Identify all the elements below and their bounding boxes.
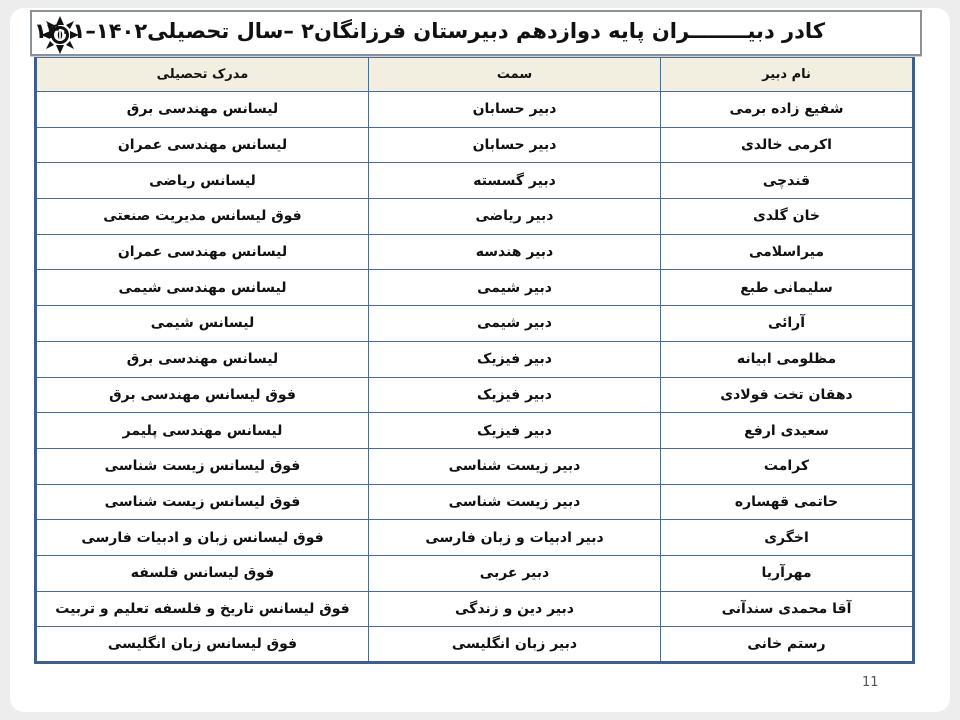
cell-role: دبیر عربی	[369, 555, 661, 591]
cell-name: سلیمانی طبع	[661, 270, 914, 306]
table-row	[36, 270, 914, 306]
cell-role: دبیر حسابان	[369, 92, 661, 128]
cell-name: دهقان تخت فولادی	[661, 377, 914, 413]
header-name: نام دبیر	[661, 58, 914, 92]
cell-role: دبیر شیمی	[369, 270, 661, 306]
cell-role: دبیر زیست شناسی	[369, 448, 661, 484]
cell-role: دبیر ریاضی	[369, 199, 661, 235]
cell-name: آقا محمدی سندآنی	[661, 591, 914, 627]
cell-role: دبیر دین و زندگی	[369, 591, 661, 627]
cell-degree: لیسانس شیمی	[36, 306, 369, 342]
table-row	[36, 627, 914, 663]
cell-name: آرائی	[661, 306, 914, 342]
cell-degree: فوق لیسانس مهندسی برق	[36, 377, 369, 413]
table-row	[36, 306, 914, 342]
cell-name: مظلومی ابیانه	[661, 341, 914, 377]
table-row	[36, 555, 914, 591]
table-row	[36, 377, 914, 413]
cell-role: دبیر فیزیک	[369, 413, 661, 449]
cell-name: اخگری	[661, 520, 914, 556]
cell-role: دبیر گسسته	[369, 163, 661, 199]
teachers-table-container	[34, 57, 912, 664]
cell-degree: فوق لیسانس زبان انگلیسی	[36, 627, 369, 663]
cell-degree: لیسانس مهندسی عمران	[36, 234, 369, 270]
cell-degree: فوق لیسانس فلسفه	[36, 555, 369, 591]
cell-role: دبیر ادبیات و زبان فارسی	[369, 520, 661, 556]
cell-name: اکرمی خالدی	[661, 127, 914, 163]
cell-name: مهرآریا	[661, 555, 914, 591]
table-row	[36, 448, 914, 484]
table-row	[36, 591, 914, 627]
cell-name: حاتمی قهساره	[661, 484, 914, 520]
cell-role: دبیر فیزیک	[369, 377, 661, 413]
cell-name: کرامت	[661, 448, 914, 484]
cell-degree: فوق لیسانس زیست شناسی	[36, 484, 369, 520]
cell-degree: لیسانس مهندسی برق	[36, 341, 369, 377]
cell-degree: لیسانس ریاضی	[36, 163, 369, 199]
page-number: 11	[862, 675, 879, 690]
header-role: سمت	[369, 58, 661, 92]
cell-role: دبیر زیست شناسی	[369, 484, 661, 520]
cell-role: دبیر زبان انگلیسی	[369, 627, 661, 663]
teachers-table	[34, 57, 915, 664]
title-box	[30, 10, 922, 56]
cell-role: دبیر فیزیک	[369, 341, 661, 377]
table-row	[36, 163, 914, 199]
cell-role: دبیر شیمی	[369, 306, 661, 342]
cell-name: قندچی	[661, 163, 914, 199]
cell-name: سعیدی ارفع	[661, 413, 914, 449]
table-row	[36, 127, 914, 163]
table-row	[36, 484, 914, 520]
cell-role: دبیر حسابان	[369, 127, 661, 163]
cell-name: شفیع زاده برمی	[661, 92, 914, 128]
cell-name: میراسلامی	[661, 234, 914, 270]
cell-degree: فوق لیسانس زبان و ادبیات فارسی	[36, 520, 369, 556]
cell-degree: فوق لیسانس تاریخ و فلسفه تعلیم و تربیت	[36, 591, 369, 627]
table-row	[36, 92, 914, 128]
cell-degree: فوق لیسانس زیست شناسی	[36, 448, 369, 484]
cell-degree: لیسانس مهندسی برق	[36, 92, 369, 128]
table-row	[36, 234, 914, 270]
cell-degree: لیسانس مهندسی عمران	[36, 127, 369, 163]
cell-name: رستم خانی	[661, 627, 914, 663]
table-row	[36, 520, 914, 556]
cell-name: خان گلدی	[661, 199, 914, 235]
table-row	[36, 341, 914, 377]
cell-degree: لیسانس مهندسی پلیمر	[36, 413, 369, 449]
header-degree: مدرک تحصیلی	[36, 58, 369, 92]
cell-degree: لیسانس مهندسی شیمی	[36, 270, 369, 306]
cell-degree: فوق لیسانس مدیریت صنعتی	[36, 199, 369, 235]
table-row	[36, 413, 914, 449]
table-header-row	[36, 58, 914, 92]
table-row	[36, 199, 914, 235]
cell-role: دبیر هندسه	[369, 234, 661, 270]
page-title: کادر دبیــــــــران پایه دوازدهم دبیرستان فرزانگان۲ –سال تحصیلی۱۴۰۲–۱۴۰۱	[34, 19, 825, 43]
